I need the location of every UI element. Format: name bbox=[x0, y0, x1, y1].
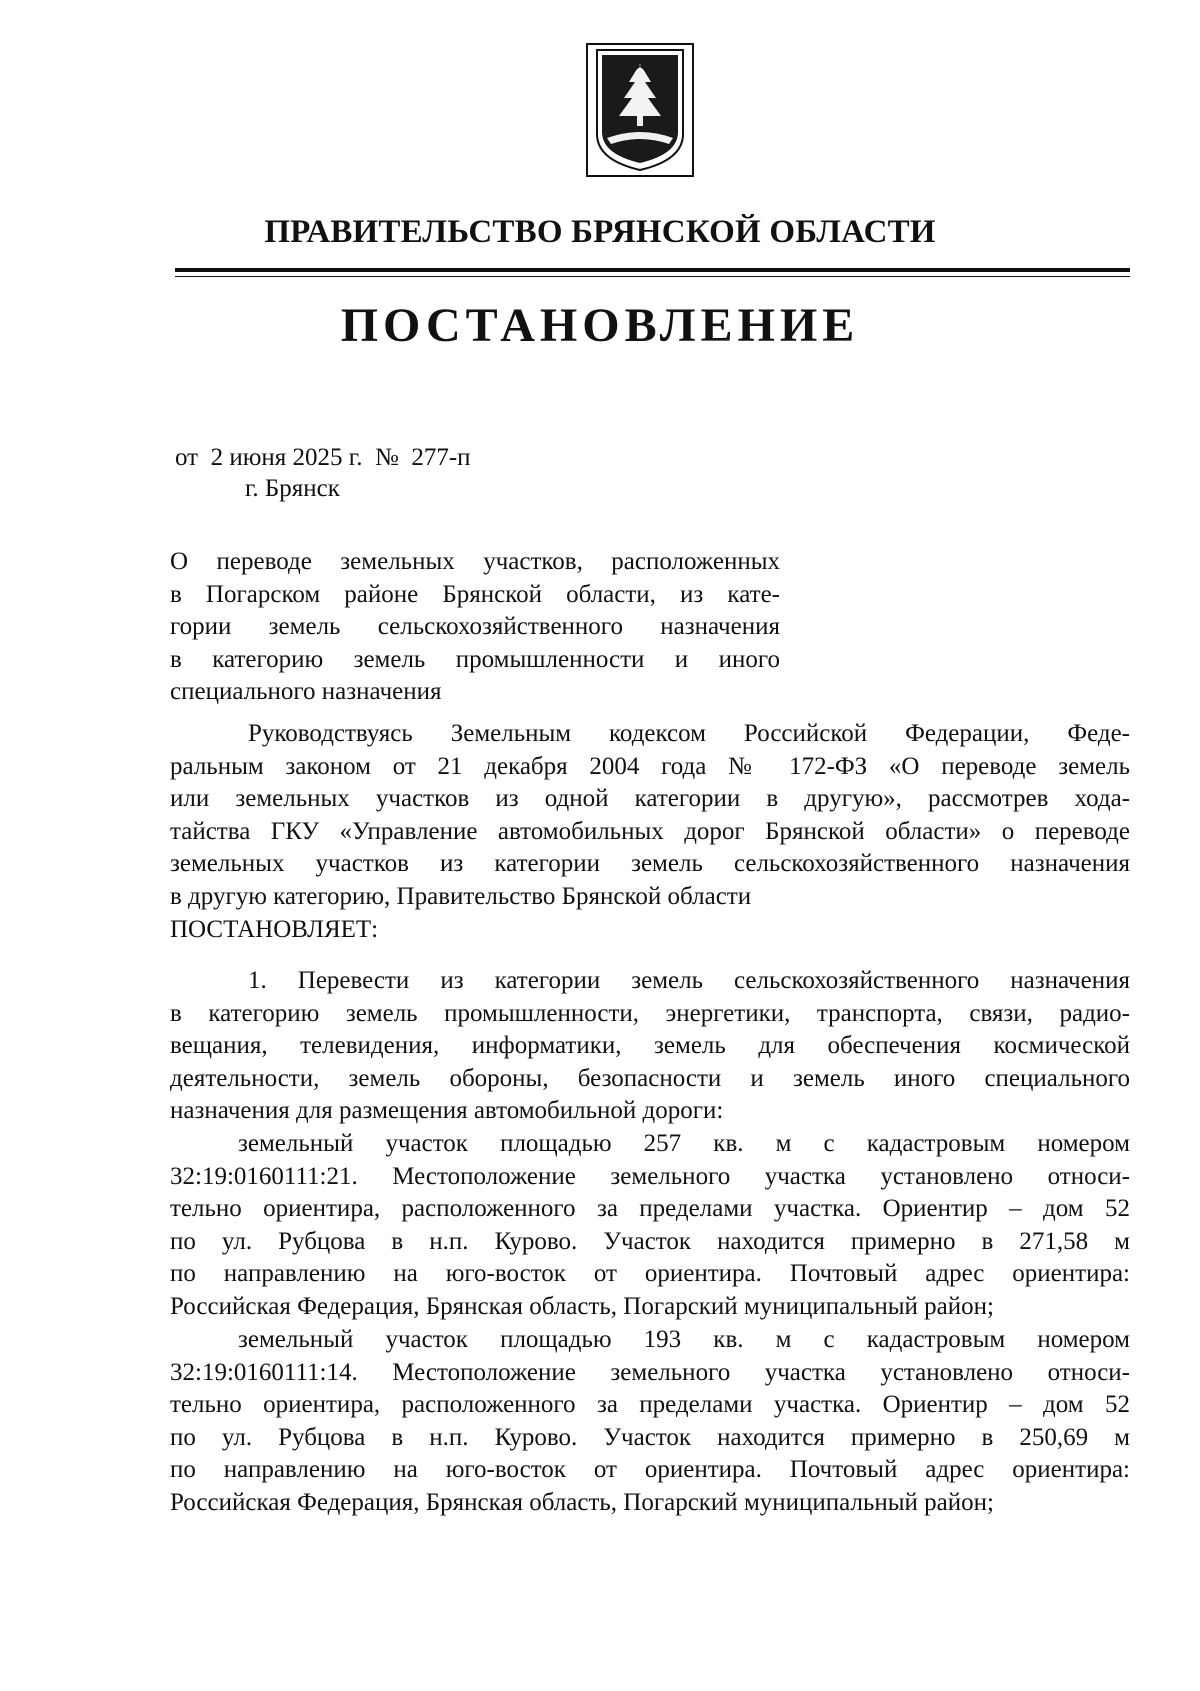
parcel-line: 32:19:0160111:14. Местоположение земельного участка установлено относи- bbox=[170, 1358, 1130, 1386]
parcel-line: тельно ориентира, расположенного за пределами участка. Ориентир – дом 52 bbox=[170, 1195, 1130, 1223]
clause-line: назначения для размещения автомобильной дороги: bbox=[170, 1097, 724, 1125]
parcel-2-paragraph bbox=[170, 1324, 1130, 1520]
preamble-line: тайства ГКУ «Управление автомобильных дорог Брянской области» о переводе bbox=[170, 817, 1130, 845]
parcel-1-paragraph bbox=[170, 1128, 1130, 1324]
parcel-line: 32:19:0160111:21. Местоположение земельного участка установлено относи- bbox=[170, 1162, 1130, 1190]
clause-line: 1. Перевести из категории земель сельскохозяйственного назначения bbox=[248, 967, 1130, 994]
preamble-line: Руководствуясь Земельным кодексом Российской Федерации, Феде- bbox=[248, 720, 1130, 747]
parcel-line: земельный участок площадью 193 кв. м с кадастровым номером bbox=[238, 1326, 1130, 1353]
parcel-line: Российская Федерация, Брянская область, Погарский муниципальный район; bbox=[170, 1292, 994, 1320]
header-rule-thin bbox=[175, 276, 1130, 277]
preamble-line: в другую категорию, Правительство Брянской области bbox=[170, 882, 752, 910]
clause-line: в категорию земель промышленности, энергетики, транспорта, связи, радио- bbox=[170, 999, 1130, 1027]
subject-line: в Погарском районе Брянской области, из кате- bbox=[170, 580, 780, 608]
subject-line: специального назначения bbox=[170, 678, 442, 706]
parcel-line: Российская Федерация, Брянская область, Погарский муниципальный район; bbox=[170, 1488, 994, 1516]
preamble-line: ральным законом от 21 декабря 2004 года № 172-ФЗ «О переводе земель bbox=[170, 752, 1130, 780]
parcel-line: по направлению на юго-восток от ориентира. Почтовый адрес ориентира: bbox=[170, 1456, 1130, 1484]
parcel-line: земельный участок площадью 257 кв. м с кадастровым номером bbox=[238, 1130, 1130, 1157]
preamble-paragraph bbox=[170, 718, 1130, 946]
coat-of-arms-icon bbox=[585, 42, 695, 178]
clause-line: вещания, телевидения, информатики, земель для обеспечения космической bbox=[170, 1032, 1130, 1060]
subject-line: в категорию земель промышленности и иного bbox=[170, 645, 780, 673]
decree-word: ПОСТАНОВЛЯЕТ: bbox=[170, 915, 379, 943]
preamble-line: земельных участков из категории земель сельскохозяйственного назначения bbox=[170, 850, 1130, 878]
parcel-line: тельно ориентира, расположенного за пределами участка. Ориентир – дом 52 bbox=[170, 1391, 1130, 1419]
subject-line: О переводе земельных участков, расположенных bbox=[170, 548, 780, 575]
clause-line: деятельности, земель обороны, безопасности и земель иного специального bbox=[170, 1064, 1130, 1092]
parcel-line: по ул. Рубцова в н.п. Курово. Участок находится примерно в 271,58 м bbox=[170, 1227, 1130, 1255]
parcel-line: по направлению на юго-восток от ориентира. Почтовый адрес ориентира: bbox=[170, 1260, 1130, 1288]
government-title: ПРАВИТЕЛЬСТВО БРЯНСКОЙ ОБЛАСТИ bbox=[264, 214, 936, 250]
parcel-line: по ул. Рубцова в н.п. Курово. Участок находится примерно в 250,69 м bbox=[170, 1423, 1130, 1451]
preamble-line: или земельных участков из одной категории в другую», рассмотрев хода- bbox=[170, 785, 1130, 813]
city-line: г. Брянск bbox=[245, 475, 340, 502]
document-type: ПОСТАНОВЛЕНИЕ bbox=[340, 299, 860, 352]
document-subject bbox=[170, 546, 780, 709]
header-rule-thick bbox=[175, 268, 1130, 272]
clause-1 bbox=[170, 965, 1130, 1128]
subject-line: гории земель сельскохозяйственного назначения bbox=[170, 613, 780, 641]
date-number-line: от 2 июня 2025 г. № 277-п bbox=[175, 444, 471, 471]
